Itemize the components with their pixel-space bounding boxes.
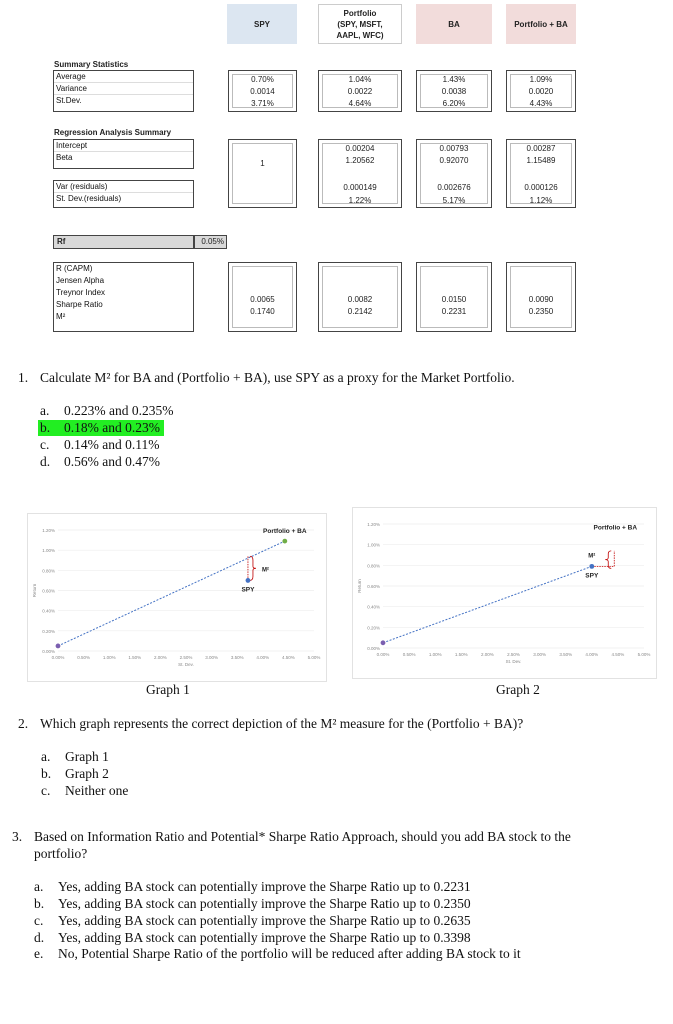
y-tick-label: 0.80% bbox=[42, 568, 55, 574]
spy-label: SPY bbox=[241, 586, 255, 594]
capm-portfolio-ba-treynor: 0.0090 bbox=[528, 295, 554, 304]
graph1 bbox=[27, 513, 327, 682]
capm-portfolio-treynor: 0.0082 bbox=[347, 295, 373, 304]
x-tick-label: 1.50% bbox=[128, 655, 142, 660]
header-portfolio: Portfolio (SPY, MSFT, AAPL, WFC) bbox=[318, 4, 402, 44]
x-tick-label: 1.50% bbox=[454, 652, 468, 657]
summary-portfolio-ba-average: 1.09% bbox=[529, 75, 553, 84]
graph2 bbox=[352, 507, 657, 679]
capm-labels bbox=[53, 262, 194, 332]
x-tick-label: 0.00% bbox=[51, 655, 65, 660]
regression-spy-box bbox=[228, 139, 297, 208]
q2-option-a[interactable] bbox=[41, 749, 109, 765]
q3-option-d[interactable] bbox=[34, 930, 471, 946]
x-tick-label: 3.50% bbox=[559, 652, 573, 657]
q1-option-b-text: 0.18% and 0.23% bbox=[64, 420, 160, 435]
capm-ba-sharpe: 0.2231 bbox=[441, 307, 467, 316]
header-ba: BA bbox=[416, 4, 492, 44]
x-tick-label: 3.00% bbox=[205, 655, 218, 660]
spy-point bbox=[246, 578, 251, 583]
q3-option-b-text: Yes, adding BA stock can potentially improve the Sharpe Ratio up to 0.2350 bbox=[58, 896, 471, 911]
summary-portfolio-variance: 0.0022 bbox=[347, 87, 373, 96]
summary-portfolio-ba-box bbox=[506, 70, 576, 112]
q2-option-b-text: Graph 2 bbox=[65, 766, 109, 781]
regression-title: Regression Analysis Summary bbox=[54, 128, 172, 137]
summary-portfolio-ba-variance: 0.0020 bbox=[528, 87, 554, 96]
q3-option-b-letter: b. bbox=[34, 896, 45, 911]
summary-ba-stdev: 6.20% bbox=[442, 99, 466, 108]
capm-label-treynor: Treynor Index bbox=[56, 288, 106, 297]
q3-option-a-letter: a. bbox=[34, 879, 44, 894]
residuals-ba-stdev: 5.17% bbox=[442, 196, 466, 205]
summary-portfolio-ba-stdev: 4.43% bbox=[529, 99, 553, 108]
m2-bracket bbox=[250, 556, 256, 580]
q1-option-a[interactable] bbox=[40, 403, 173, 419]
capm-ba-box bbox=[416, 262, 492, 332]
y-tick-label: 0.80% bbox=[367, 563, 380, 569]
q2-option-b[interactable] bbox=[41, 766, 109, 782]
q3-option-c-text: Yes, adding BA stock can potentially improve the Sharpe Ratio up to 0.2635 bbox=[58, 913, 471, 928]
q3-option-c[interactable] bbox=[34, 913, 471, 929]
summary-label-stdev: St.Dev. bbox=[56, 96, 82, 105]
summary-labels bbox=[53, 70, 194, 112]
graph2-caption: Graph 2 bbox=[496, 682, 540, 697]
q3-text-line2: portfolio? bbox=[34, 846, 88, 861]
regression-portfolio-box bbox=[318, 139, 402, 208]
regression-portfolio-intercept: 0.00204 bbox=[345, 144, 375, 153]
header-portfolio-ba: Portfolio + BA bbox=[506, 4, 576, 44]
capital-allocation-line bbox=[58, 541, 285, 646]
q1-option-d-text: 0.56% and 0.47% bbox=[64, 454, 160, 469]
residuals-portfolio-ba-var: 0.000126 bbox=[524, 183, 558, 192]
summary-portfolio-box bbox=[318, 70, 402, 112]
y-tick-label: 0.00% bbox=[367, 646, 380, 651]
regression-label-intercept: Intercept bbox=[54, 140, 193, 152]
residuals-ba-var: 0.002676 bbox=[437, 183, 471, 192]
rf-label: Rf bbox=[57, 237, 66, 246]
q2-option-b-letter: b. bbox=[41, 766, 52, 781]
q2-number: 2. bbox=[18, 716, 29, 731]
q3-option-e[interactable] bbox=[34, 946, 521, 962]
y-tick-label: 0.20% bbox=[367, 625, 380, 631]
q2-option-a-text: Graph 1 bbox=[65, 749, 109, 764]
summary-spy-stdev: 3.71% bbox=[251, 99, 274, 108]
x-tick-label: 2.00% bbox=[481, 652, 494, 657]
x-axis-label: St. Dev. bbox=[178, 662, 194, 667]
x-tick-label: 0.50% bbox=[77, 655, 90, 660]
y-tick-label: 1.00% bbox=[367, 542, 380, 548]
regression-portfolio-ba-box bbox=[506, 139, 576, 208]
q1-option-c[interactable] bbox=[40, 437, 159, 453]
capital-market-line bbox=[383, 566, 592, 642]
q1-option-c-letter: c. bbox=[40, 437, 50, 452]
portfolio-ba-label: Portfolio + BA bbox=[593, 524, 638, 532]
spy-point bbox=[589, 564, 594, 569]
summary-ba-variance: 0.0038 bbox=[441, 87, 467, 96]
q3-option-c-letter: c. bbox=[34, 913, 44, 928]
capm-spy-box bbox=[228, 262, 297, 332]
q3-option-a-text: Yes, adding BA stock can potentially improve the Sharpe Ratio up to 0.2231 bbox=[58, 879, 471, 894]
residuals-label-stdev: St. Dev.(residuals) bbox=[56, 194, 122, 203]
capm-spy-sharpe: 0.1740 bbox=[250, 307, 275, 316]
regression-labels bbox=[53, 139, 194, 169]
capm-ba-treynor: 0.0150 bbox=[441, 295, 467, 304]
q2-option-a-letter: a. bbox=[41, 749, 51, 764]
summary-label-average: Average bbox=[54, 71, 193, 83]
regression-portfolio-ba-beta: 1.15489 bbox=[526, 156, 556, 165]
spy-label: SPY bbox=[585, 572, 599, 580]
y-tick-label: 0.40% bbox=[42, 608, 55, 614]
q3-option-a[interactable] bbox=[34, 879, 471, 895]
summary-ba-average: 1.43% bbox=[442, 75, 466, 84]
x-tick-label: 4.50% bbox=[611, 652, 625, 657]
x-tick-label: 2.50% bbox=[507, 652, 520, 657]
q3-text-line1: Based on Information Ratio and Potential* Sharpe Ratio Approach, should you add BA stock to the bbox=[34, 829, 571, 844]
q1-number: 1. bbox=[18, 370, 29, 385]
summary-ba-box bbox=[416, 70, 492, 112]
capm-portfolio-sharpe: 0.2142 bbox=[347, 307, 373, 316]
x-tick-label: 3.00% bbox=[533, 652, 546, 657]
header-spy: SPY bbox=[227, 4, 297, 44]
capm-portfolio-ba-sharpe: 0.2350 bbox=[528, 307, 554, 316]
summary-spy-variance: 0.0014 bbox=[250, 87, 275, 96]
x-axis-label: St. Dev. bbox=[505, 659, 522, 664]
q1-option-b[interactable] bbox=[38, 420, 164, 436]
q3-option-e-text: No, Potential Sharpe Ratio of the portfolio will be reduced after adding BA stock to it bbox=[58, 946, 521, 961]
x-tick-label: 1.00% bbox=[102, 655, 116, 660]
x-tick-label: 2.50% bbox=[179, 655, 193, 660]
q1-option-b-letter: b. bbox=[40, 420, 51, 435]
graph2-svg bbox=[353, 508, 656, 678]
regression-portfolio-beta: 1.20562 bbox=[345, 156, 375, 165]
y-tick-label: 1.20% bbox=[367, 522, 380, 527]
capm-portfolio-ba-box bbox=[506, 262, 576, 332]
summary-title: Summary Statistics bbox=[54, 60, 129, 69]
m2-label: M² bbox=[261, 567, 269, 574]
y-tick-label: 1.00% bbox=[42, 548, 55, 554]
q1-option-a-text: 0.223% and 0.235% bbox=[64, 403, 174, 418]
q2-option-c-text: Neither one bbox=[65, 783, 129, 798]
summary-spy-average: 0.70% bbox=[251, 75, 274, 84]
summary-spy-box bbox=[228, 70, 297, 112]
x-tick-label: 3.50% bbox=[230, 655, 244, 660]
portfolio-ba-point bbox=[282, 539, 287, 544]
graph1-caption: Graph 1 bbox=[146, 682, 190, 697]
m2-bracket bbox=[605, 551, 611, 569]
q2-text: Which graph represents the correct depiction of the M² measure for the (Portfolio + BA)? bbox=[40, 716, 524, 731]
y-axis-label: Return bbox=[32, 583, 37, 598]
q1-option-d-letter: d. bbox=[40, 454, 51, 469]
regression-portfolio-ba-intercept: 0.00287 bbox=[526, 144, 556, 153]
regression-label-beta: Beta bbox=[56, 153, 73, 162]
summary-portfolio-average: 1.04% bbox=[348, 75, 372, 84]
capm-label-jensen: Jensen Alpha bbox=[56, 276, 105, 285]
regression-ba-beta: 0.92070 bbox=[439, 156, 469, 165]
regression-ba-box bbox=[416, 139, 492, 208]
residuals-labels bbox=[53, 180, 194, 208]
y-tick-label: 1.20% bbox=[42, 528, 55, 533]
rf-point bbox=[56, 644, 61, 649]
x-tick-label: 4.00% bbox=[256, 655, 270, 660]
rf-value-box: 0.05% bbox=[194, 235, 227, 249]
x-tick-label: 1.00% bbox=[428, 652, 442, 657]
portfolio-ba-label: Portfolio + BA bbox=[263, 528, 307, 536]
residuals-portfolio-ba-stdev: 1.12% bbox=[529, 196, 553, 205]
regression-ba-intercept: 0.00793 bbox=[439, 144, 469, 153]
x-tick-label: 5.00% bbox=[307, 655, 321, 660]
m2-label: M² bbox=[588, 553, 596, 560]
rf-point bbox=[381, 640, 386, 645]
y-tick-label: 0.00% bbox=[42, 649, 55, 654]
q2-option-c[interactable] bbox=[41, 783, 128, 799]
residuals-portfolio-stdev: 1.22% bbox=[348, 196, 372, 205]
rf-label-box bbox=[53, 235, 194, 249]
y-tick-label: 0.20% bbox=[42, 628, 55, 634]
x-tick-label: 4.50% bbox=[282, 655, 295, 660]
x-tick-label: 0.50% bbox=[402, 652, 416, 657]
capm-portfolio-box bbox=[318, 262, 402, 332]
y-tick-label: 0.40% bbox=[367, 604, 380, 610]
x-tick-label: 0.00% bbox=[376, 652, 390, 657]
q2-option-c-letter: c. bbox=[41, 783, 51, 798]
y-tick-label: 0.60% bbox=[42, 588, 55, 594]
summary-portfolio-stdev: 4.64% bbox=[348, 99, 372, 108]
q1-option-d[interactable] bbox=[40, 454, 160, 470]
capm-label-rcapm: R (CAPM) bbox=[56, 264, 93, 273]
x-tick-label: 5.00% bbox=[637, 652, 651, 657]
x-tick-label: 4.00% bbox=[585, 652, 599, 657]
q1-text: Calculate M² for BA and (Portfolio + BA), use SPY as a proxy for the Market Portfolio. bbox=[40, 370, 515, 385]
q1-option-c-text: 0.14% and 0.11% bbox=[64, 437, 160, 452]
capm-spy-treynor: 0.0065 bbox=[250, 295, 275, 304]
y-axis-label: Return bbox=[357, 579, 362, 593]
capm-label-sharpe: Sharpe Ratio bbox=[56, 300, 103, 309]
residuals-portfolio-var: 0.000149 bbox=[343, 183, 377, 192]
q3-option-d-letter: d. bbox=[34, 930, 45, 945]
summary-label-variance: Variance bbox=[54, 83, 193, 95]
residuals-label-var: Var (residuals) bbox=[54, 181, 193, 193]
regression-spy-beta: 1 bbox=[260, 159, 265, 168]
capm-label-m2: M² bbox=[56, 312, 66, 321]
q3-option-e-letter: e. bbox=[34, 946, 44, 961]
graph1-svg bbox=[28, 514, 326, 681]
q3-option-d-text: Yes, adding BA stock can potentially improve the Sharpe Ratio up to 0.3398 bbox=[58, 930, 471, 945]
q1-option-a-letter: a. bbox=[40, 403, 50, 418]
y-tick-label: 0.60% bbox=[367, 584, 380, 589]
q3-option-b[interactable] bbox=[34, 896, 471, 912]
x-tick-label: 2.00% bbox=[154, 655, 167, 660]
q3-number: 3. bbox=[12, 829, 23, 844]
